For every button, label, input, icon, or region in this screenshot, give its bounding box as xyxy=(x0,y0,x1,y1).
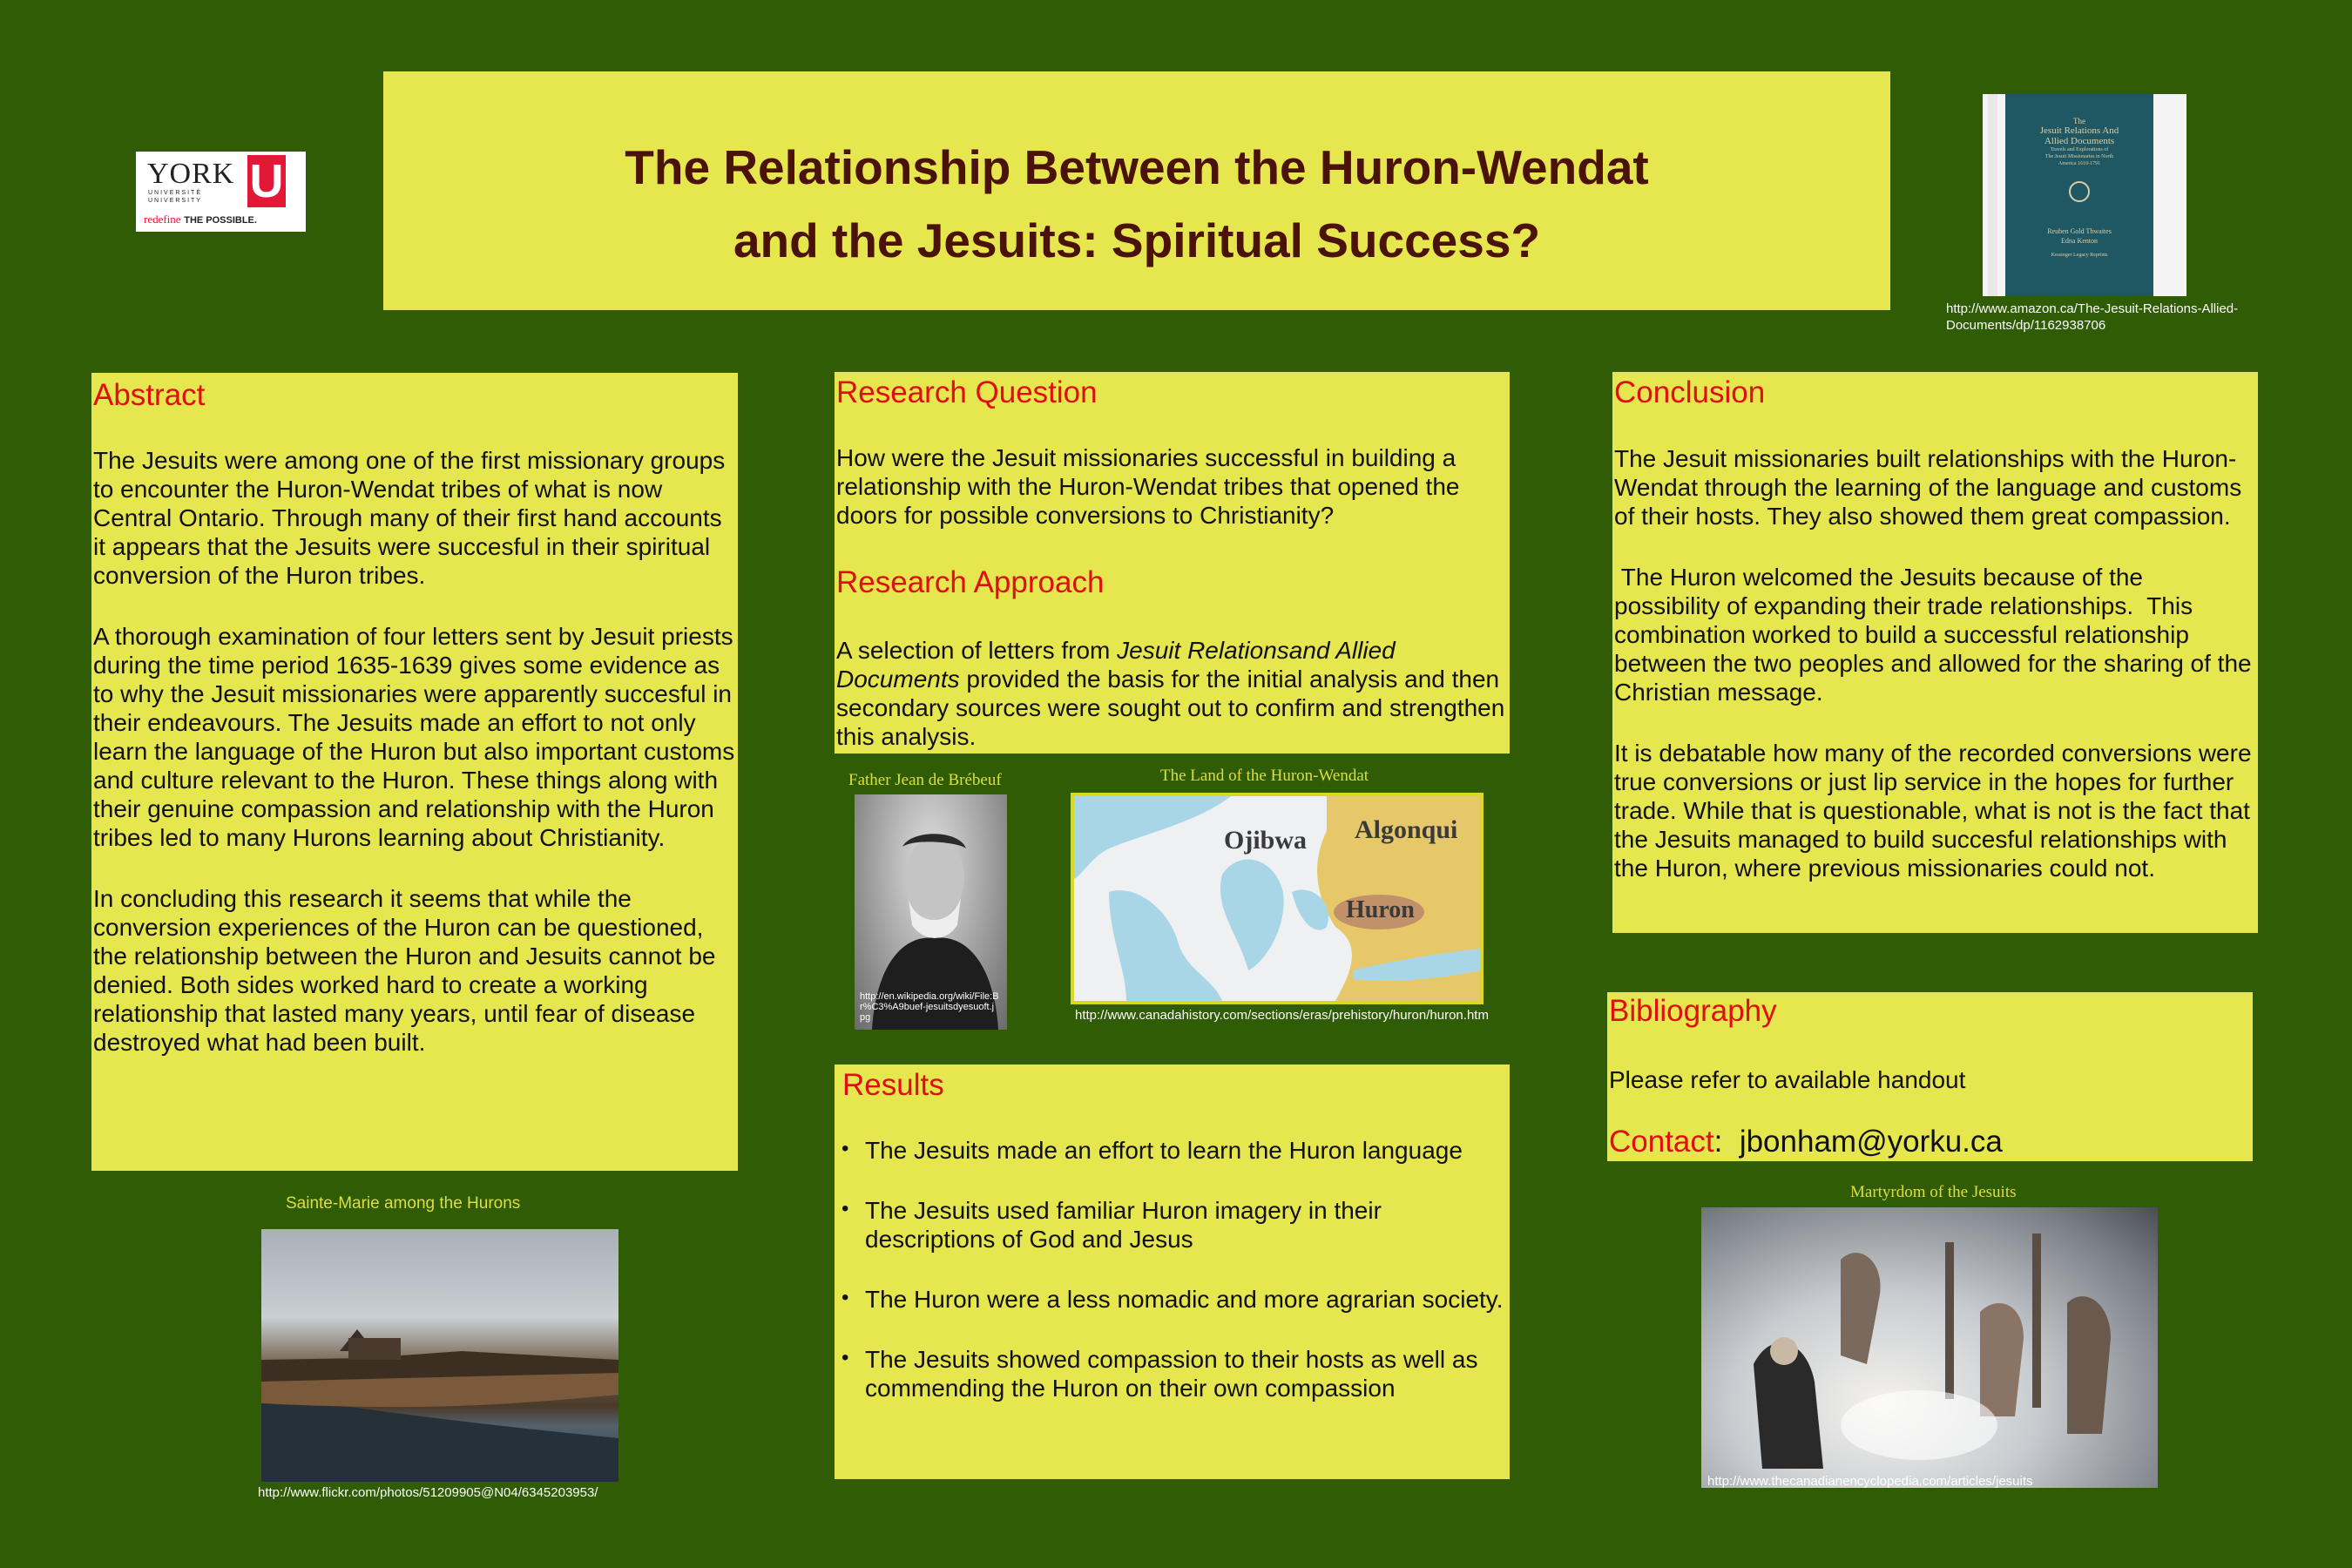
brebeuf-portrait xyxy=(855,794,1007,1030)
conclusion-body xyxy=(1614,444,2259,915)
abstract-body xyxy=(93,446,736,1089)
conclusion-paragraph-1: The Jesuit missionaries built relationships with the Huron-Wendat through the learning of the language and customs of their hosts. They also showed them great compassion. xyxy=(1614,445,2242,530)
sainte-marie-photo xyxy=(261,1229,618,1482)
brebeuf-url[interactable]: http://en.wikipedia.org/wiki/File:Br%C3%A9buef-jesuitsdyesuoft.jpg xyxy=(860,991,999,1023)
sainte-marie-url[interactable]: http://www.flickr.com/photos/51209905@N04/6345203953/ xyxy=(258,1485,598,1500)
york-logo xyxy=(136,152,306,232)
research-approach-heading: Research Approach xyxy=(836,565,1105,599)
map-caption: The Land of the Huron-Wendat xyxy=(1160,767,1369,785)
results-item-4: • The Jesuits showed compassion to their hosts as well as commending the Huron on their own compassion xyxy=(841,1345,1505,1402)
logo-universite-text: UNIVERSITÉ xyxy=(148,190,203,196)
research-question-heading: Research Question xyxy=(836,375,1098,409)
map-url[interactable]: http://www.canadahistory.com/sections/eras/prehistory/huron/huron.htm xyxy=(1075,1008,1489,1023)
map-label-ojibwa: Ojibwa xyxy=(1224,826,1308,855)
results-item-3: • The Huron were a less nomadic and more agrarian society. xyxy=(841,1285,1505,1314)
map-label-huron: Huron xyxy=(1346,896,1415,923)
martyrdom-illustration xyxy=(1701,1207,2158,1488)
martyrdom-caption: Martyrdom of the Jesuits xyxy=(1850,1183,2017,1201)
martyrdom-url[interactable]: http://www.thecanadianencyclopedia.com/articles/jesuits xyxy=(1707,1474,2033,1489)
results-item-2: • The Jesuits used familiar Huron imagery in their descriptions of God and Jesus xyxy=(841,1196,1505,1254)
logo-tagline-redefine: redefine xyxy=(144,213,181,226)
brebeuf-caption: Father Jean de Brébeuf xyxy=(848,771,1002,789)
results-item-1: • The Jesuits made an effort to learn the Huron language xyxy=(841,1136,1505,1165)
contact-email[interactable]: jbonham@yorku.ca xyxy=(1739,1125,2003,1159)
logo-u-mark: U xyxy=(247,155,286,207)
huron-wendat-map xyxy=(1071,793,1484,1004)
research-approach-source: Jesuit Relationsand Allied Documents xyxy=(836,637,1396,693)
book-cover-title: The Jesuit Relations And Allied Documents Travels and Explorations of The Jesuit Missionaries in North America 1610-1791 xyxy=(2039,117,2119,166)
poster-title-line2: and the Jesuits: Spiritual Success? xyxy=(733,213,1541,267)
sainte-marie-caption: Sainte-Marie among the Hurons xyxy=(286,1194,521,1213)
poster-title xyxy=(383,131,1890,277)
conclusion-panel xyxy=(1612,372,2258,933)
conclusion-paragraph-2: The Huron welcomed the Jesuits because of the possibility of expanding their trade relationships. This combination worked to build a successful relationship between the two peoples and allowed for the sharing of the Christian message. xyxy=(1614,564,2259,706)
map-label-algonquin: Algonqui xyxy=(1355,815,1458,844)
bibliography-panel: Bibliography Please refer to available handout Contact: jbonham@yorku.ca xyxy=(1607,992,2253,1161)
logo-york-text: YORK xyxy=(147,158,235,190)
abstract-paragraph-3: In concluding this research it seems that while the conversion experiences of the Huron can be questioned, the relationship between the Huron and Jesuits cannot be denied. Both sides worked hard to create a working relationship that lasted many years, until fear of disease destroyed what had been built. xyxy=(93,885,716,1056)
abstract-paragraph-1: The Jesuits were among one of the first missionary groups to encounter the Huron-Wendat tribes of what is now Central Ontario. Through many of their first hand accounts it appears that the Jesuits were succesful in their spiritual conversion of the Huron tribes. xyxy=(93,447,726,589)
research-approach-pre: A selection of letters from xyxy=(836,637,1118,664)
conclusion-paragraph-3: It is debatable how many of the recorded conversions were true conversions or just lip service in the hopes for further trade. While that is questionable, what is not is the fact that the Jesuits managed to build succesful relationships with the Huron, where previous missionaries could not. xyxy=(1614,740,2252,882)
book-emblem-icon xyxy=(2069,181,2090,202)
abstract-heading: Abstract xyxy=(93,378,206,412)
abstract-panel xyxy=(91,373,738,1171)
title-banner xyxy=(383,71,1890,310)
conclusion-heading: Conclusion xyxy=(1614,375,1766,409)
bibliography-heading: Bibliography xyxy=(1609,994,1777,1028)
results-list xyxy=(841,1136,1505,1434)
book-cover-image xyxy=(1983,94,2186,296)
results-panel xyxy=(835,1064,1510,1479)
book-cover-authors: Reuben Gold Thwaites Edna Kenton xyxy=(2047,227,2112,245)
abstract-paragraph-2: A thorough examination of four letters sent by Jesuit priests during the time period 1635-1639 gives some evidence as to why the Jesuit missionaries were apparently succesful in their endeavours. The Jesuits made an effort to not only learn the language of the Huron but also important customs and culture relevant to the Huron. These things along with their genuine compassion and relationship with the Huron tribes led to many Hurons learning about Christianity. xyxy=(93,623,735,851)
research-question-text: How were the Jesuit missionaries successful in building a relationship with the Huron-Wendat tribes that opened the doors for possible conversions to Christianity? xyxy=(836,444,1460,529)
research-panel xyxy=(835,372,1510,754)
bibliography-text: Please refer to available handout xyxy=(1609,1066,1966,1093)
research-approach-post: provided the basis for the initial analysis and then secondary sources were sought out to confirm and strengthen this analysis. xyxy=(836,666,1505,750)
research-approach-text xyxy=(836,636,1507,751)
results-heading: Results xyxy=(842,1068,944,1102)
logo-tagline-possible: THE POSSIBLE. xyxy=(184,215,257,226)
poster-title-line1: The Relationship Between the Huron-Wendat xyxy=(625,140,1649,194)
contact-label: Contact xyxy=(1609,1125,1714,1159)
book-cover-publisher: Kessinger Legacy Reprints xyxy=(2051,253,2108,258)
book-url[interactable]: http://www.amazon.ca/The-Jesuit-Relations-Allied-Documents/dp/1162938706 xyxy=(1946,301,2239,333)
logo-university-text: UNIVERSITY xyxy=(148,198,203,204)
